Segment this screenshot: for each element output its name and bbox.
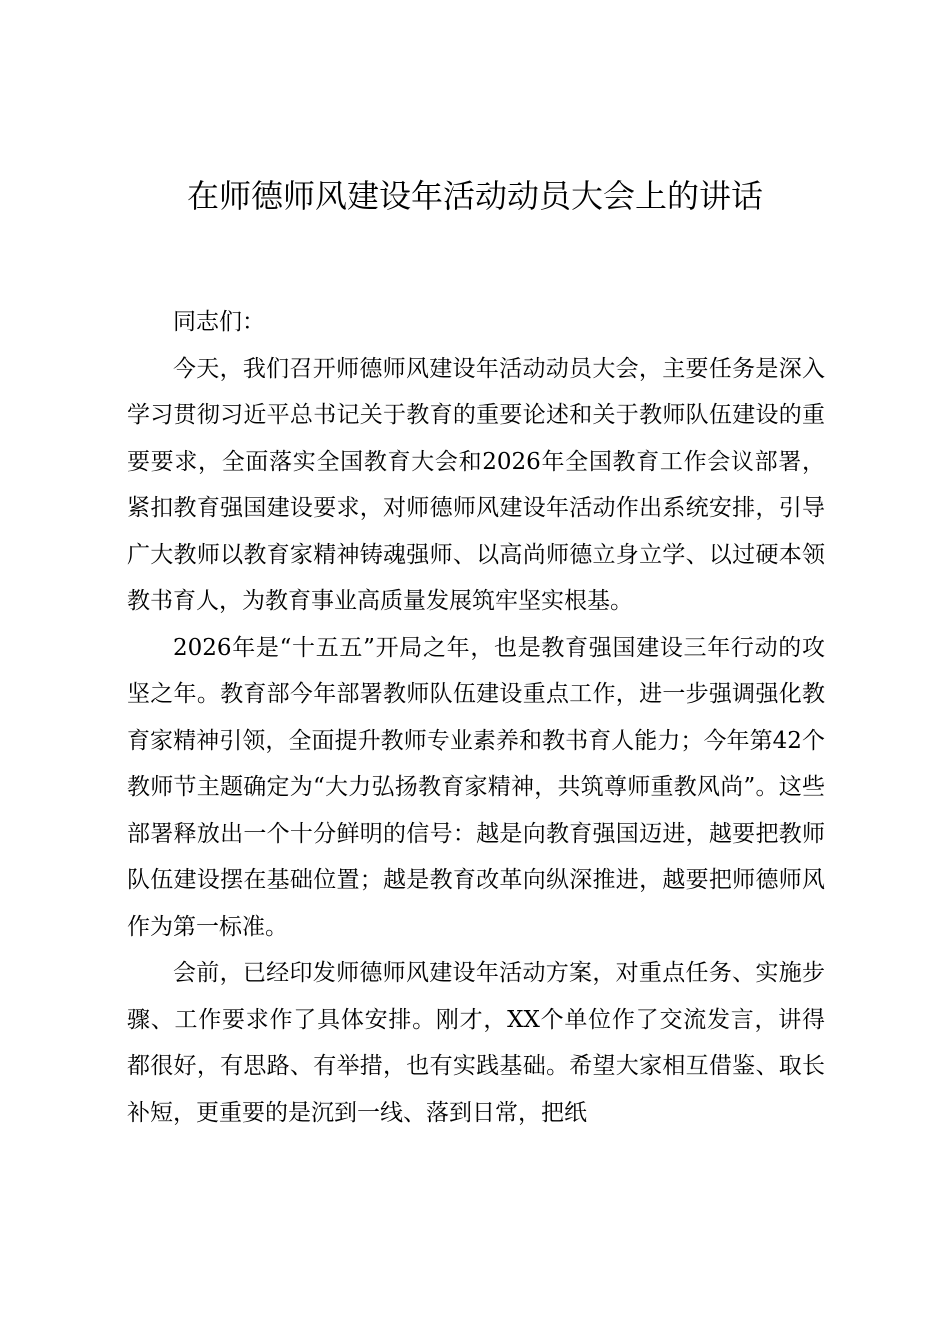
document-title: 在师德师风建设年活动动员大会上的讲话 <box>186 177 763 215</box>
paragraph-2: 2026年是“十五五”开局之年，也是教育强国建设三年行动的攻坚之年。教育部今年部署教师队伍建设重点工作，进一步强调强化教育家精神引领，全面提升教师专业素养和教书育人能力；今年第42个教师节主题确定为“大力弘扬教育家精神，共筑尊师重教风尚”。这些部署释放出一个十分鲜明的信号：越是向教育强国迈进，越要把教师队伍建设摆在基础位置；越是教育改革向纵深推进，越要把师德师风作为第一标准。 <box>127 634 825 940</box>
paragraph-3: 会前，已经印发师德师风建设年活动方案，对重点任务、实施步骤、工作要求作了具体安排。刚才，XX个单位作了交流发言，讲得都很好，有思路、有举措，也有实践基础。希望大家相互借鉴、取长补短，更重要的是沉到一线、落到日常，把纸 <box>127 960 825 1126</box>
paragraph-1: 今天，我们召开师德师风建设年活动动员大会，主要任务是深入学习贯彻习近平总书记关于教育的重要论述和关于教师队伍建设的重要要求，全面落实全国教育大会和2026年全国教育工作会议部署，紧扣教育强国建设要求，对师德师风建设年活动作出系统安排，引导广大教师以教育家精神铸魂强师、以高尚师德立身立学、以过硬本领教书育人，为教育事业高质量发展筑牢坚实根基。 <box>127 355 825 614</box>
document-body <box>127 299 825 1136</box>
salutation: 同志们： <box>173 309 265 335</box>
